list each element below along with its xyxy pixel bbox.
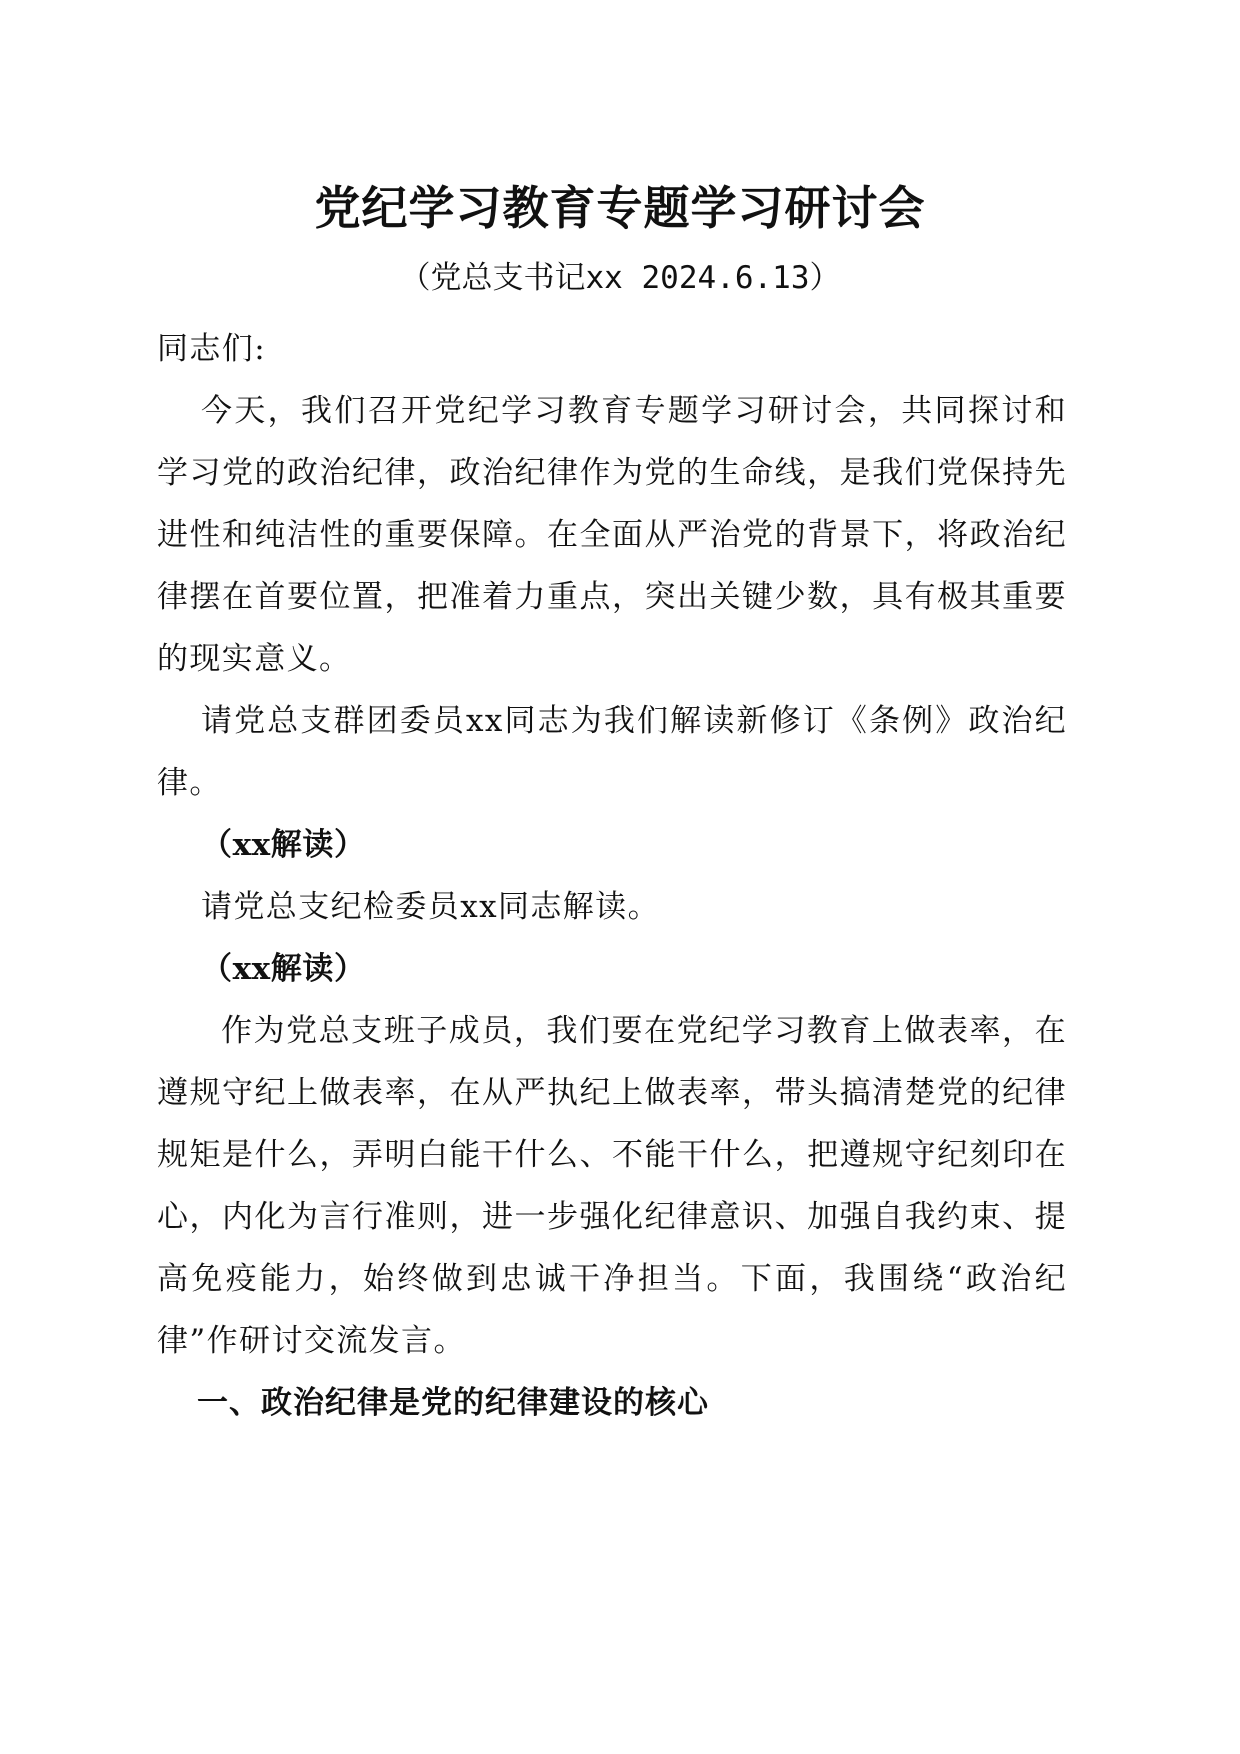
paragraph-invite-first: 请党总支群团委员xx同志为我们解读新修订《条例》政治纪律。: [157, 703, 1067, 801]
section-heading: 一、政治纪律是党的纪律建设的核心: [197, 1385, 709, 1421]
document-subtitle: （党总支书记xx 2024.6.13）: [399, 260, 841, 296]
paragraph-intro: 今天，我们召开党纪学习教育专题学习研讨会，共同探讨和学习党的政治纪律，政治纪律作为党的生命线，是我们党保持先进性和纯洁性的重要保障。在全面从严治党的背景下，将政治纪律摆在首要位置，把准着力重点，突出关键少数，具有极其重要的现实意义。: [157, 393, 1067, 677]
note-first-reading: （xx解读）: [201, 827, 366, 863]
note-second-reading: （xx解读）: [201, 951, 366, 987]
greeting: 同志们:: [157, 331, 267, 367]
paragraph-invite-second: 请党总支纪检委员xx同志解读。: [201, 889, 660, 925]
paragraph-commitment: 作为党总支班子成员，我们要在党纪学习教育上做表率，在遵规守纪上做表率，在从严执纪上做表率，带头搞清楚党的纪律规矩是什么，弄明白能干什么、不能干什么，把遵规守纪刻印在心，内化为言行准则，进一步强化纪律意识、加强自我约束、提高免疫能力，始终做到忠诚干净担当。下面，我围绕“政治纪律”作研讨交流发言。: [157, 1013, 1067, 1359]
document-title: 党纪学习教育专题学习研讨会: [314, 181, 926, 235]
document-body: [157, 318, 1067, 1434]
